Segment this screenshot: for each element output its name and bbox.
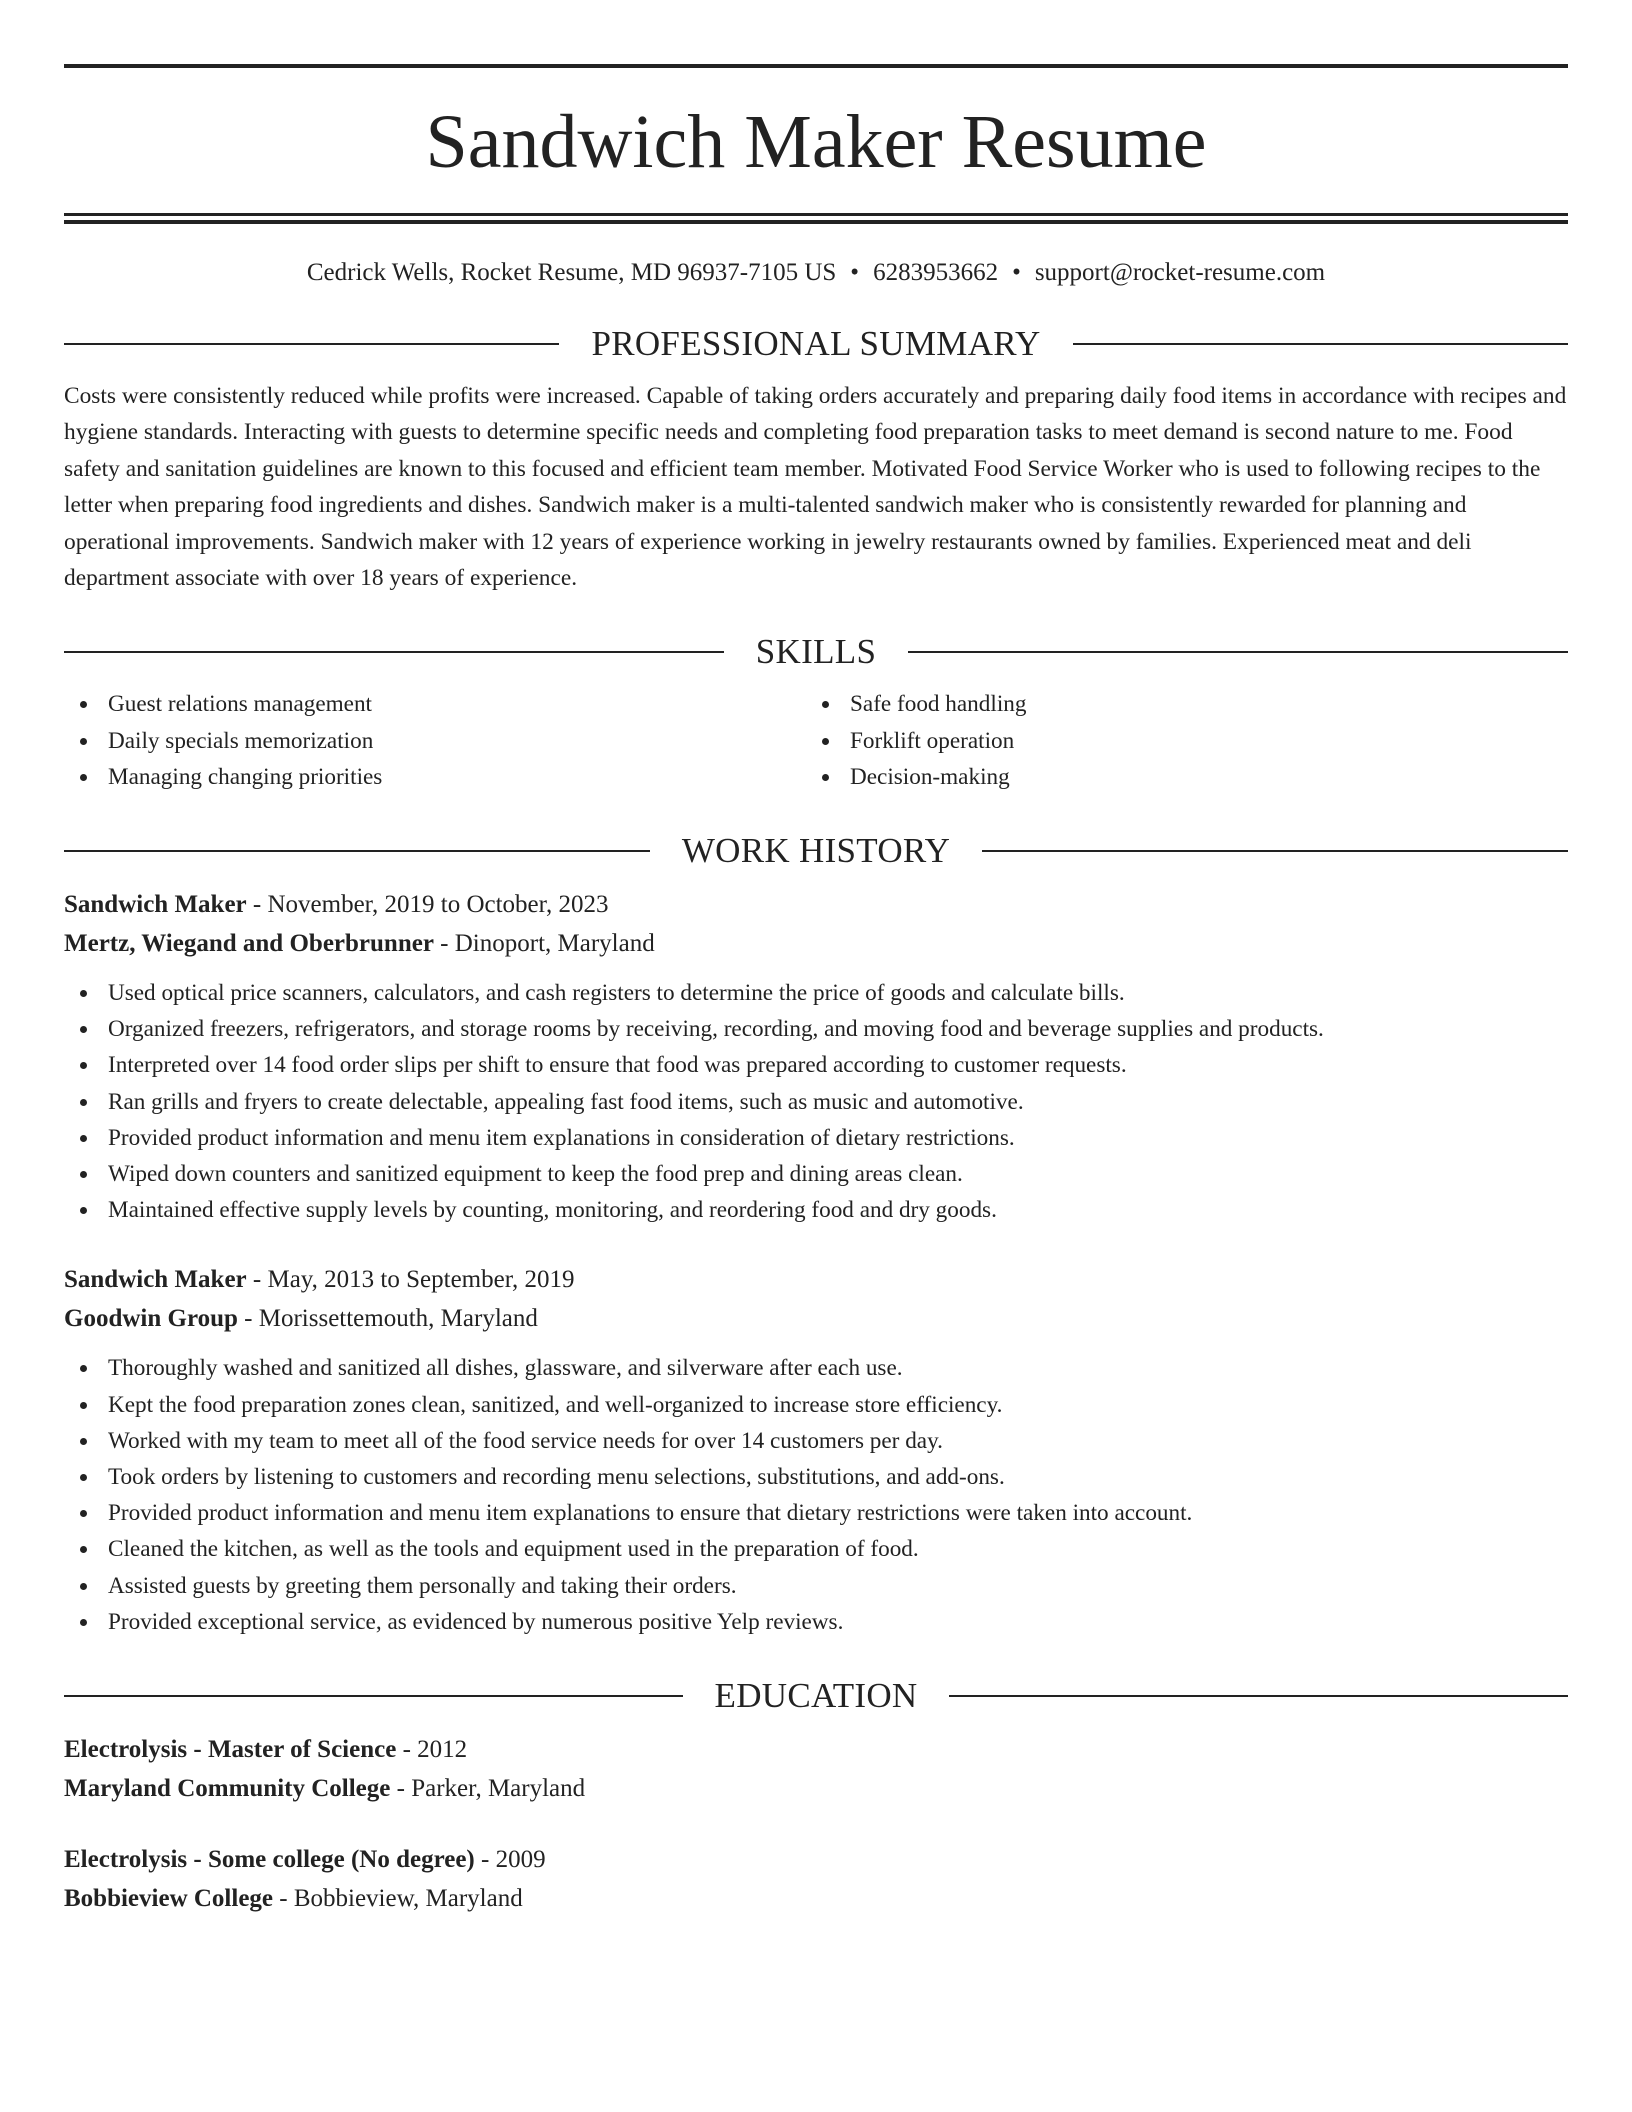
job-company-line [64, 1299, 1568, 1338]
job-bullet: Kept the food preparation zones clean, sanitized, and well-organized to increase store efficiency. [64, 1387, 1568, 1423]
job-bullet: Interpreted over 14 food order slips per shift to ensure that food was prepared according to customer requests. [64, 1047, 1568, 1083]
education-degree: Electrolysis - Some college (No degree) [64, 1846, 475, 1874]
skill-item: Forklift operation [806, 723, 1548, 759]
job-company: Mertz, Wiegand and Oberbrunner [64, 930, 434, 958]
job-bullet: Provided product information and menu item explanations to ensure that dietary restrictions were taken into account. [64, 1495, 1568, 1531]
contact-email: support@rocket-resume.com [1034, 259, 1326, 286]
education-location: - Bobbieview, Maryland [273, 1885, 523, 1913]
skills-column-right [806, 686, 1548, 795]
job-company-line [64, 924, 1568, 963]
skill-item: Managing changing priorities [64, 759, 806, 795]
skill-item: Decision-making [806, 759, 1548, 795]
job-bullet: Assisted guests by greeting them personally and taking their orders. [64, 1568, 1568, 1604]
job-bullet: Ran grills and fryers to create delectable, appealing fast food items, such as music and automotive. [64, 1084, 1568, 1120]
education-degree: Electrolysis - Master of Science [64, 1736, 397, 1764]
job-title: Sandwich Maker [64, 1266, 247, 1294]
education-degree-line [64, 1840, 1568, 1879]
job-bullet: Wiped down counters and sanitized equipment to keep the food prep and dining areas clean. [64, 1156, 1568, 1192]
job-bullet: Thoroughly washed and sanitized all dishes, glassware, and silverware after each use. [64, 1350, 1568, 1386]
heading-rule [982, 850, 1568, 852]
title-double-rule [64, 213, 1568, 224]
section-heading-education [64, 1676, 1568, 1716]
education-entry [64, 1730, 1568, 1808]
heading-rule [908, 651, 1568, 653]
job-title-line [64, 1260, 1568, 1299]
section-title: WORK HISTORY [681, 831, 951, 871]
skills-column-left [64, 686, 806, 795]
heading-rule [64, 1695, 683, 1697]
job-title: Sandwich Maker [64, 891, 247, 919]
education-school-line [64, 1879, 1568, 1918]
skill-item: Safe food handling [806, 686, 1548, 722]
section-heading-work [64, 831, 1568, 871]
job-entry [64, 885, 1568, 1228]
section-title: SKILLS [755, 632, 877, 672]
section-title: EDUCATION [714, 1676, 918, 1716]
job-title-line [64, 885, 1568, 924]
education-year: - 2012 [396, 1736, 468, 1764]
skill-item: Daily specials memorization [64, 723, 806, 759]
job-dates: - May, 2013 to September, 2019 [246, 1266, 575, 1294]
top-rule [64, 64, 1568, 68]
job-company: Goodwin Group [64, 1305, 238, 1333]
contact-separator: • [850, 259, 860, 286]
job-bullet: Organized freezers, refrigerators, and storage rooms by receiving, recording, and moving food and beverage supplies and products. [64, 1011, 1568, 1047]
heading-rule [1073, 343, 1568, 345]
job-bullet: Used optical price scanners, calculators, and cash registers to determine the price of goods and calculate bills. [64, 975, 1568, 1011]
education-school: Bobbieview College [64, 1885, 274, 1913]
job-bullets [64, 975, 1568, 1228]
job-bullet: Provided exceptional service, as evidenced by numerous positive Yelp reviews. [64, 1604, 1568, 1640]
job-bullet: Took orders by listening to customers and recording menu selections, substitutions, and add-ons. [64, 1459, 1568, 1495]
heading-rule [64, 343, 559, 345]
job-location: - Morissettemouth, Maryland [237, 1305, 538, 1333]
contact-phone: 6283953662 [873, 259, 999, 286]
job-bullet: Provided product information and menu item explanations in consideration of dietary restrictions. [64, 1120, 1568, 1156]
contact-separator: • [1012, 259, 1021, 286]
contact-line [64, 258, 1568, 288]
education-degree-line [64, 1730, 1568, 1769]
job-dates: - November, 2019 to October, 2023 [246, 891, 609, 919]
heading-rule [64, 850, 650, 852]
skill-item: Guest relations management [64, 686, 806, 722]
education-school-line [64, 1769, 1568, 1808]
job-bullet: Worked with my team to meet all of the food service needs for over 14 customers per day. [64, 1423, 1568, 1459]
education-school: Maryland Community College [64, 1775, 391, 1803]
education-location: - Parker, Maryland [390, 1775, 586, 1803]
section-heading-summary [64, 324, 1568, 364]
skills-list [64, 686, 1568, 795]
job-bullets [64, 1350, 1568, 1640]
job-entry [64, 1260, 1568, 1640]
section-title: PROFESSIONAL SUMMARY [591, 324, 1041, 363]
education-entry [64, 1840, 1568, 1918]
contact-address: Cedrick Wells, Rocket Resume, MD 96937-7105 US [306, 259, 837, 286]
job-location: - Dinoport, Maryland [433, 930, 655, 958]
job-bullet: Maintained effective supply levels by counting, monitoring, and reordering food and dry goods. [64, 1192, 1568, 1228]
resume-page [64, 64, 1568, 1918]
resume-title: Sandwich Maker Resume [425, 100, 1207, 184]
section-heading-skills [64, 632, 1568, 672]
job-bullet: Cleaned the kitchen, as well as the tools and equipment used in the preparation of food. [64, 1531, 1568, 1567]
summary-paragraph: Costs were consistently reduced while profits were increased. Capable of taking orders accurately and preparing daily food items in accordance with recipes and hygiene standards. Interacting with guests to determine specific needs and completing food preparation tasks to meet demand is second nature to me. Food safety and sanitation guidelines are known to this focused and efficient team member. Motivated Food Service Worker who is used to following recipes to the letter when preparing food ingredients and dishes. Sandwich maker is a multi-talented sandwich maker who is consistently rewarded for planning and operational improvements. Sandwich maker with 12 years of experience working in jewelry restaurants owned by families. Experienced meat and deli department associate with over 18 years of experience. [64, 383, 1567, 592]
education-year: - 2009 [474, 1846, 546, 1874]
heading-rule [64, 651, 724, 653]
heading-rule [949, 1695, 1568, 1697]
